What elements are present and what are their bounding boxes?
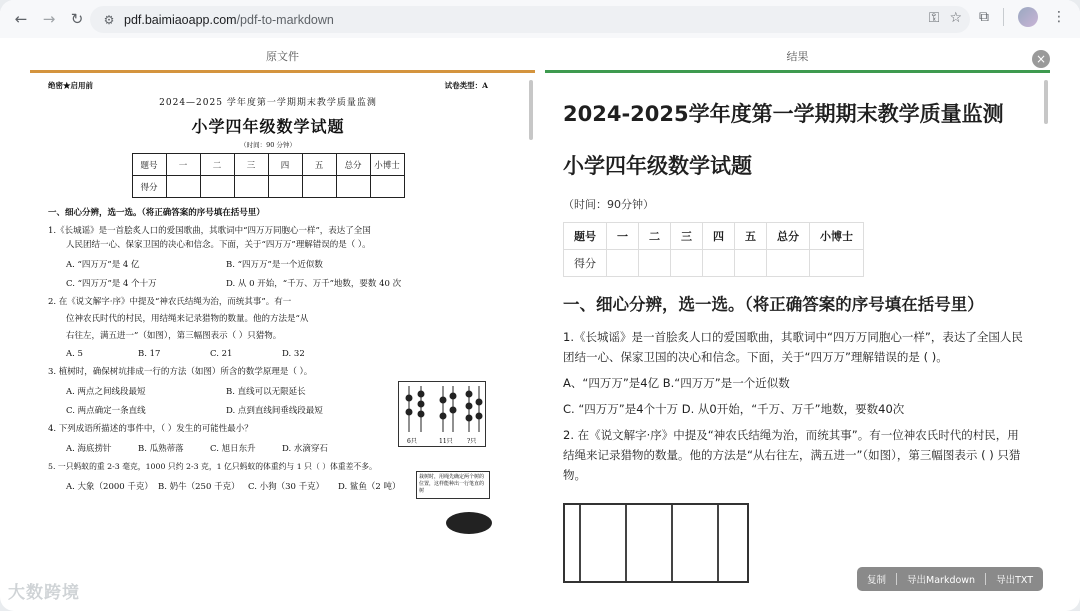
original-accent-bar	[30, 70, 535, 73]
doc-option: B. 奶牛（250 千克）	[158, 482, 240, 492]
doc-option: D. 水滴穿石	[282, 444, 328, 454]
close-icon[interactable]: ×	[1032, 50, 1050, 68]
doc-option: A. 大象（2000 千克）	[66, 482, 153, 492]
doc-option: B. 直线可以无限延长	[226, 387, 306, 397]
doc-option: A. 海底捞针	[66, 444, 112, 454]
knotted-rope-figure	[398, 381, 486, 447]
doc-option: D. 从 0 开始，“千万、万千”地数，要数 40 次	[226, 279, 402, 289]
doc-question-1-cont: 人民团结一心、保家卫国的决心和信念。下面，关于“四万万”理解错误的是（ ）。	[66, 240, 371, 250]
abacus-label: 6只	[407, 438, 417, 445]
markdown-output	[563, 98, 1028, 583]
address-bar[interactable]	[90, 6, 970, 33]
doc-table-header: 二	[200, 154, 234, 176]
site-info-icon[interactable]: ⚙	[103, 12, 115, 27]
doc-option: A. 两点之间线段最短	[66, 387, 146, 397]
md-paragraph: 1.《长城谣》是一首脍炙人口的爱国歌曲，其歌词中“四万万同胞心一样”，表达了全国人民团结一心、保家卫国的决心和信念。下面，关于“四万万”理解错误的是 ( )。	[563, 330, 1023, 364]
doc-question-4: 4. 下列成语所描述的事件中，（ ）发生的可能性最小？	[48, 424, 253, 434]
md-rope-image	[563, 503, 749, 583]
doc-question-2: 2. 在《说文解字·序》中提及“神农氏结绳为治，而统其事”。有一	[48, 297, 292, 307]
original-scrollbar[interactable]	[529, 80, 533, 140]
avatar[interactable]	[1018, 7, 1038, 27]
result-accent-bar	[545, 70, 1050, 73]
doc-option: B. 瓜熟蒂落	[138, 444, 184, 454]
doc-section-1: 一、细心分辨，选一选。（将正确答案的序号填在括号里）	[48, 208, 265, 218]
md-table-header: 小博士	[810, 223, 864, 250]
url-path: /pdf-to-markdown	[236, 12, 334, 27]
doc-table-header: 五	[302, 154, 336, 176]
doc-time: （时间：90 分钟）	[240, 141, 296, 149]
md-score-table	[563, 222, 864, 277]
extensions-icon[interactable]: ⧉	[979, 9, 989, 25]
doc-option: C. “四万万”是 4 个十万	[66, 279, 157, 289]
browser-toolbar	[0, 0, 1080, 38]
original-file-title: 原文件	[266, 50, 299, 63]
doc-question-2-cont2: 右往左，满五进一”（如图），第三幅图表示（ ）只猎物。	[66, 331, 282, 341]
md-table-header: 总分	[767, 223, 810, 250]
doc-question-1: 1.《长城谣》是一首脍炙人口的爱国歌曲，其歌词中“四万万同胞心一样”，表达了全国	[48, 226, 371, 236]
watermark-logo: 大数跨境	[8, 583, 80, 603]
doc-title-line: 2024—2025 学年度第一学期期末教学质量监测	[159, 98, 377, 108]
doc-option: D. 32	[282, 349, 305, 359]
md-table-header: 一	[607, 223, 639, 250]
md-score-label: 得分	[564, 250, 607, 277]
doc-option: C. 旭日东升	[210, 444, 256, 454]
doc-option: B. “四万万”是一个近似数	[226, 260, 323, 270]
md-heading-1: 2024-2025学年度第一学期期末教学质量监测	[563, 102, 1004, 126]
result-title: 结果	[786, 50, 809, 63]
md-heading-2: 一、细心分辨，选一选。（将正确答案的序号填在括号里）	[563, 295, 984, 314]
export-txt-button[interactable]: 导出TXT	[996, 575, 1034, 586]
bookmark-star-icon[interactable]: ☆	[949, 10, 962, 26]
menu-icon[interactable]: ⋮	[1052, 9, 1066, 25]
export-markdown-button[interactable]: 导出Markdown	[907, 575, 976, 586]
md-table-header: 五	[735, 223, 767, 250]
md-table-header: 四	[703, 223, 735, 250]
key-icon[interactable]: ⚿	[928, 10, 940, 26]
figure-blob	[446, 512, 492, 534]
doc-option: A. “四万万”是 4 亿	[66, 260, 140, 270]
result-pane[interactable]	[545, 76, 1050, 611]
doc-table-header: 总分	[336, 154, 370, 176]
doc-option: B. 17	[138, 349, 161, 359]
doc-option: C. 小狗（30 千克）	[248, 482, 325, 492]
doc-score-label: 得分	[132, 176, 166, 198]
reload-icon[interactable]: ↻	[70, 10, 84, 28]
doc-question-3: 3. 植树时，确保树坑排成一行的方法（如图）所含的数学原理是（ ）。	[48, 367, 313, 377]
doc-option: D. 点到直线间垂线段最短	[226, 406, 323, 416]
doc-option: D. 鲨鱼（2 吨）	[338, 482, 401, 492]
md-heading-1b: 小学四年级数学试题	[563, 154, 752, 178]
doc-table-header: 题号	[132, 154, 166, 176]
doc-option: C. 21	[210, 349, 233, 359]
md-table-header: 二	[639, 223, 671, 250]
doc-table-header: 三	[234, 154, 268, 176]
url-host: pdf.baimiaoapp.com	[124, 12, 237, 27]
tree-planting-note: 栽树时，用绳先确定两个树的位置，这样能种出一行笔直的树	[416, 471, 490, 499]
doc-table-header: 四	[268, 154, 302, 176]
url-text[interactable]	[124, 13, 334, 27]
md-table-header: 题号	[564, 223, 607, 250]
doc-question-5: 5. 一只蚂蚁的重 2-3 毫克，1000 只约 2-3 克，1 亿只蚂蚁的体重约与 1 只（ ）体重差不多。	[48, 462, 377, 471]
action-bar	[857, 567, 1043, 591]
toolbar-divider	[1003, 8, 1004, 26]
copy-button[interactable]: 复制	[867, 575, 887, 586]
md-paragraph: C. “四万万”是4个十万 D. 从0开始，“千万、万千”地数，要数40次	[563, 402, 905, 416]
doc-option: C. 两点确定一条直线	[66, 406, 146, 416]
doc-table-header: 一	[166, 154, 200, 176]
doc-paper-type: 试卷类型：A	[444, 81, 488, 90]
forward-icon[interactable]: →	[42, 10, 56, 28]
result-scrollbar[interactable]	[1044, 80, 1048, 124]
abacus-label: 11只	[439, 438, 453, 445]
doc-table-header: 小博士	[370, 154, 404, 176]
doc-main-title: 小学四年级数学试题	[191, 117, 345, 136]
md-paragraph: A、“四万万”是4亿 B.“四万万”是一个近似数	[563, 376, 790, 390]
doc-option: A. 5	[66, 349, 83, 359]
doc-confidential-label: 绝密★启用前	[48, 81, 93, 90]
md-table-header: 三	[671, 223, 703, 250]
abacus-label: ?只	[467, 438, 477, 445]
md-time: （时间：90分钟）	[563, 198, 654, 211]
back-icon[interactable]: ←	[14, 10, 28, 28]
doc-question-2-cont: 位神农氏时代的村民，用结绳来记录猎物的数量。他的方法是“从	[66, 314, 309, 324]
md-paragraph: 2. 在《说文解字·序》中提及“神农氏结绳为治，而统其事”。有一位神农氏时代的村民，用结绳来记录猎物的数量。他的方法是“从右往左，满五进一”（如图），第三幅图表示 ( ) 只猎物。	[563, 428, 1021, 482]
doc-score-table	[132, 153, 405, 198]
